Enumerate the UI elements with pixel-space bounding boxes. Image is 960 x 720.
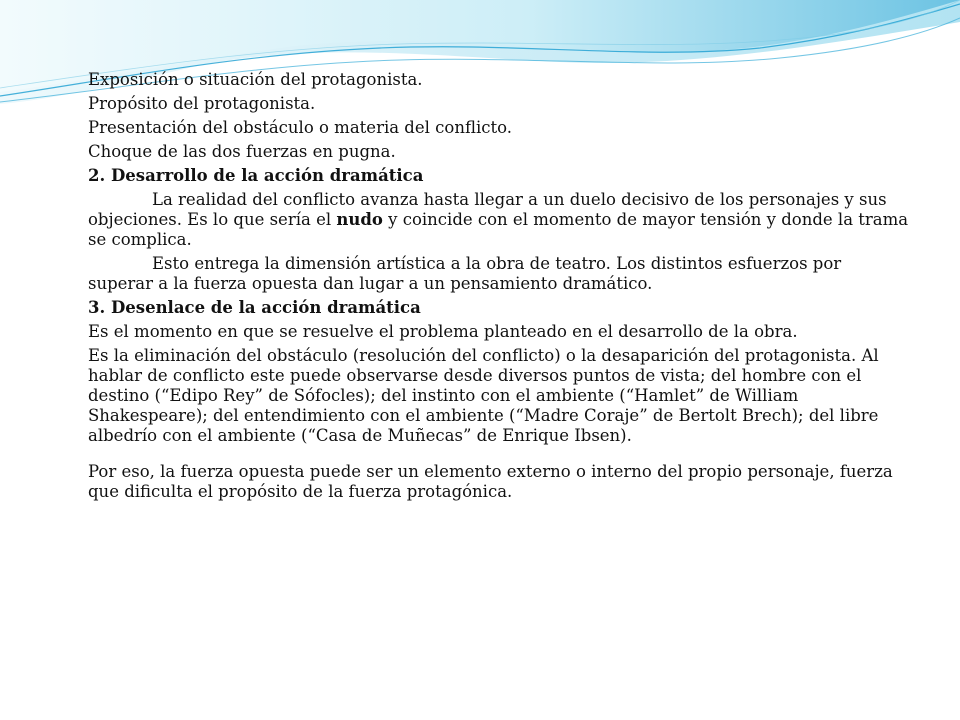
section-3-paragraph-3: Por eso, la fuerza opuesta puede ser un elemento externo o interno del propio personaje, fuerza que dificulta el propósito de la fuerza protagónica. <box>88 462 893 501</box>
line-proposito: Propósito del protagonista. <box>88 94 316 113</box>
section-2-paragraph-2: Esto entrega la dimensión artística a la obra de teatro. Los distintos esfuerzos por superar a la fuerza opuesta dan lugar a un pensamiento dramático. <box>88 254 842 293</box>
slide-content <box>88 70 910 506</box>
section-2-paragraph-1-part-a: La realidad del conflicto avanza hasta llegar a un duelo decisivo de los personajes y sus objeciones. Es lo que sería el <box>88 190 887 229</box>
section-2-heading: 2. Desarrollo de la acción dramática <box>88 166 424 185</box>
section-3-paragraph-1: Es el momento en que se resuelve el problema planteado en el desarrollo de la obra. <box>88 322 798 341</box>
line-presentacion: Presentación del obstáculo o materia del conflicto. <box>88 118 513 137</box>
line-exposicion: Exposición o situación del protagonista. <box>88 70 423 89</box>
section-3-heading: 3. Desenlace de la acción dramática <box>88 298 421 317</box>
section-2-paragraph-1 <box>88 190 910 250</box>
section-3-paragraph-2: Es la eliminación del obstáculo (resolución del conflicto) o la desaparición del protagonista. Al hablar de conflicto este puede observarse desde diversos puntos de vista; del hombre con el destino (“Edipo Rey” de Sófocles); del instinto con el ambiente (“Hamlet” de William Shakespeare); del entendimiento con el ambiente (“Madre Coraje” de Bertolt Brech); del libre albedrío con el ambiente (“Casa de Muñecas” de Enrique Ibsen). <box>88 346 879 445</box>
section-2-paragraph-1-part-b: y coincide con el momento de mayor tensión y donde la trama se complica. <box>88 210 909 249</box>
line-choque: Choque de las dos fuerzas en pugna. <box>88 142 396 161</box>
nudo-term: nudo <box>336 210 383 229</box>
